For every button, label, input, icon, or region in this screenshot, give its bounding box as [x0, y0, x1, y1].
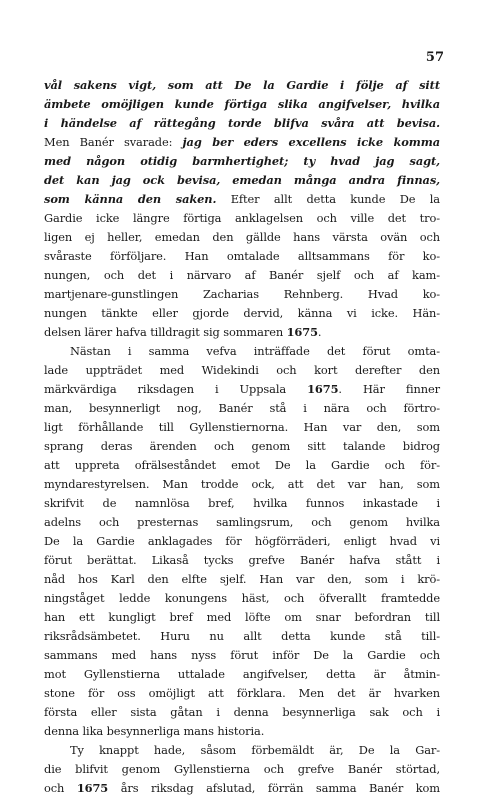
text-run: års riksdag afslutad, förrän samma Banér kom	[108, 781, 440, 795]
text-line	[44, 551, 440, 570]
text-run: delsen lärer hafva tilldragit sig sommaren	[44, 325, 287, 339]
bold-run: 1675	[76, 781, 109, 795]
text-run: att uppreta ofrälseståndet emot De la Gardie och för-	[44, 458, 440, 472]
text-line	[44, 494, 440, 513]
text-line	[44, 323, 440, 342]
text-line	[44, 722, 440, 741]
text-run: skrifvit de namnlösa bref, hvilka funnos inkastade i	[44, 496, 440, 510]
italic-run: det kan jag ock bevisa, emedan många andra finnas,	[44, 173, 440, 187]
text-run: sprang deras ärenden och genom sitt talande bidrog	[44, 439, 440, 453]
text-line	[44, 627, 440, 646]
text-run: myndarestyrelsen. Man trodde ock, att det var han, som	[44, 477, 440, 491]
text-line	[44, 684, 440, 703]
text-line	[44, 589, 440, 608]
text-run: förut berättat. Likaså tycks grefve Banér hafva stått i	[44, 553, 440, 567]
text-run: lade uppträdet med Widekindi och kort derefter den	[44, 363, 440, 377]
body-text	[44, 76, 440, 798]
text-run: . Här finner	[338, 382, 440, 396]
text-line	[44, 247, 440, 266]
text-run: sammans med hans nyss förut inför De la Gardie och	[44, 648, 440, 662]
text-run: svåraste förföljare. Han omtalade alltsammans för ko-	[44, 249, 440, 263]
text-line	[44, 456, 440, 475]
text-run: man, besynnerligt nog, Banér stå i nära och förtro-	[44, 401, 440, 415]
bold-run: 1675	[307, 382, 339, 396]
text-line	[44, 608, 440, 627]
text-run: Efter allt detta kunde De la	[216, 192, 440, 206]
text-line	[44, 475, 440, 494]
text-line	[44, 209, 440, 228]
page-number: 57	[425, 50, 444, 65]
text-line	[44, 266, 440, 285]
text-line	[44, 703, 440, 722]
text-line	[44, 304, 440, 323]
text-line	[44, 171, 440, 190]
text-line	[44, 152, 440, 171]
text-run: märkvärdiga riksdagen i Uppsala	[44, 382, 308, 396]
text-run: nungen, och det i närvaro af Banér sjelf och af kam-	[44, 268, 440, 282]
text-line	[44, 779, 440, 798]
text-run: riksrådsämbetet. Huru nu allt detta kunde stå till-	[44, 629, 440, 643]
text-line	[44, 361, 440, 380]
text-line	[44, 741, 440, 760]
text-run: mot Gyllenstierna uttalade angifvelser, detta är åtmin-	[44, 667, 440, 681]
text-line	[44, 228, 440, 247]
text-line	[44, 342, 440, 361]
italic-run: med någon otidig barmhertighet; ty hvad jag sagt,	[44, 154, 440, 168]
bold-run: 1675	[286, 325, 318, 339]
text-line	[44, 418, 440, 437]
text-line	[44, 665, 440, 684]
text-run: Gardie icke längre förtiga anklagelsen och ville det tro-	[44, 211, 440, 225]
text-run: stone för oss omöjligt att förklara. Men det är hvarken	[44, 686, 440, 700]
text-line	[44, 570, 440, 589]
text-line	[44, 285, 440, 304]
italic-run: som känna den saken.	[44, 192, 217, 206]
italic-run: i händelse af rättegång torde blifva svåra att bevisa.	[44, 116, 440, 130]
text-run: och	[44, 781, 77, 795]
text-run: Nästan i samma vefva inträffade det förut omta-	[70, 344, 440, 358]
text-run: denna lika besynnerliga mans historia.	[44, 724, 265, 738]
text-line	[44, 532, 440, 551]
text-run: die blifvit genom Gyllenstierna och grefve Banér störtad,	[44, 762, 440, 776]
text-line	[44, 437, 440, 456]
text-run: nungen tänkte eller gjorde dervid, känna vi icke. Hän-	[44, 306, 440, 320]
text-line	[44, 399, 440, 418]
text-line	[44, 76, 440, 95]
text-line	[44, 380, 440, 399]
text-line	[44, 646, 440, 665]
italic-run: jag ber eders excellens icke komma	[182, 135, 440, 149]
text-run: han ett kungligt bref med löfte om snar befordran till	[44, 610, 440, 624]
text-run: nåd hos Karl den elfte sjelf. Han var den, som i krö-	[44, 572, 440, 586]
text-run: ligt förhållande till Gyllenstiernorna. Han var den, som	[44, 420, 440, 434]
text-run: De la Gardie anklagades för högförräderi, enligt hvad vi	[44, 534, 440, 548]
text-line	[44, 95, 440, 114]
text-run: adelns och presternas samlingsrum, och genom hvilka	[44, 515, 440, 529]
text-run: första eller sista gåtan i denna besynnerliga sak och i	[44, 705, 440, 719]
text-run: Men Banér svarade:	[44, 135, 183, 149]
text-line	[44, 190, 440, 209]
italic-run: vål sakens vigt, som att De la Gardie i följe af sitt	[44, 78, 440, 92]
text-run: martjenare-gunstlingen Zacharias Rehnberg. Hvad ko-	[44, 287, 440, 301]
text-line	[44, 114, 440, 133]
italic-run: ämbete omöjligen kunde förtiga slika angifvelser, hvilka	[44, 97, 440, 111]
text-line	[44, 760, 440, 779]
text-line	[44, 133, 440, 152]
text-run: ligen ej heller, emedan den gällde hans värsta ovän och	[44, 230, 440, 244]
text-line	[44, 513, 440, 532]
text-run: ningståget ledde konungens häst, och öfverallt framtedde	[44, 591, 440, 605]
text-run: Ty knappt hade, såsom förbemäldt är, De la Gar-	[70, 743, 440, 757]
text-run: .	[317, 325, 322, 339]
